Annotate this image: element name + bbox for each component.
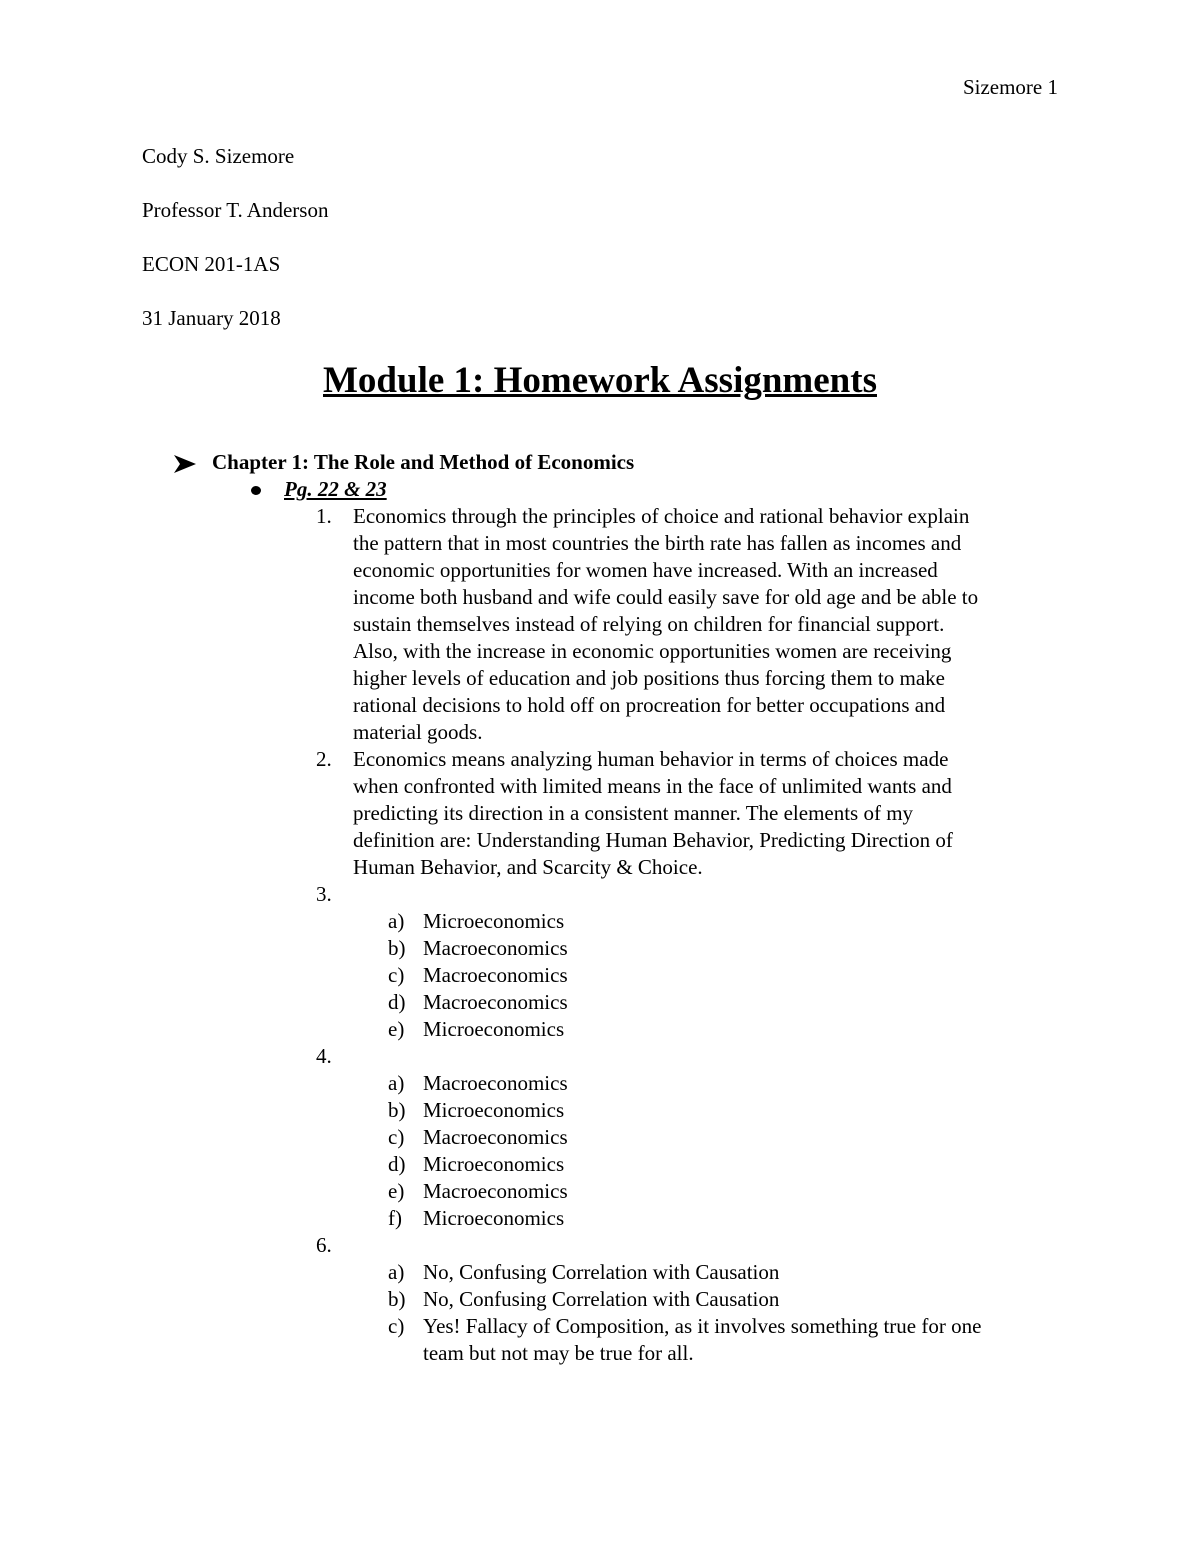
list-item — [0, 908, 1200, 935]
answer-text: Microeconomics — [423, 1098, 565, 1122]
question-1-answer — [353, 503, 1063, 746]
answer-line: rational decisions to hold off on procreation for better occupations and — [353, 693, 946, 717]
question-number: 4. — [316, 1044, 332, 1068]
answer-line: when confronted with limited means in the face of unlimited wants and — [353, 774, 952, 798]
answer-letter: f) — [388, 1206, 402, 1230]
answer-letter: b) — [388, 1098, 406, 1122]
answer-text: No, Confusing Correlation with Causation — [423, 1287, 780, 1311]
running-header: Sizemore 1 — [962, 75, 1058, 99]
answer-text: Microeconomics — [423, 1017, 565, 1041]
chapter-heading — [0, 449, 1200, 476]
answer-text: Macroeconomics — [423, 1179, 568, 1203]
answer-letter: b) — [388, 936, 406, 960]
list-item — [0, 989, 1200, 1016]
page-reference — [0, 476, 1200, 503]
answer-line: income both husband and wife could easily save for old age and be able to — [353, 585, 979, 609]
mla-heading — [142, 143, 328, 359]
question-6 — [0, 1232, 1200, 1367]
answer-letter: d) — [388, 1152, 406, 1176]
round-bullet-icon — [251, 486, 261, 495]
answer-letter: e) — [388, 1179, 405, 1203]
answer-letter: e) — [388, 1017, 405, 1041]
answer-line: predicting its direction in a consistent manner. The elements of my — [353, 801, 914, 825]
document-title: Module 1: Homework Assignments — [323, 360, 877, 401]
chapter-title: Chapter 1: The Role and Method of Economics — [212, 450, 635, 474]
list-item — [0, 935, 1200, 962]
answer-line: sustain themselves instead of relying on children for financial support. — [353, 612, 945, 636]
answer-text: team but not may be true for all. — [423, 1341, 694, 1365]
question-4-answers — [0, 1070, 1200, 1232]
answer-line: Economics means analyzing human behavior in terms of choices made — [353, 747, 949, 771]
list-item — [0, 1205, 1200, 1232]
answer-text: Macroeconomics — [423, 1071, 568, 1095]
answer-line: economic opportunities for women have increased. With an increased — [353, 558, 938, 582]
list-item — [0, 1178, 1200, 1205]
professor-name: Professor T. Anderson — [142, 198, 329, 222]
author-name: Cody S. Sizemore — [142, 144, 295, 168]
list-item — [0, 1070, 1200, 1097]
question-number: 1. — [316, 504, 332, 528]
answer-letter: a) — [388, 1260, 405, 1284]
answer-letter: a) — [388, 909, 405, 933]
list-item — [0, 1124, 1200, 1151]
answer-line: Economics through the principles of choice and rational behavior explain — [353, 504, 970, 528]
answer-text: Macroeconomics — [423, 936, 568, 960]
answer-letter: c) — [388, 963, 405, 987]
answer-line: higher levels of education and job positions thus forcing them to make — [353, 666, 945, 690]
list-item — [0, 1313, 1200, 1367]
answer-text: Macroeconomics — [423, 963, 568, 987]
assignment-outline — [0, 449, 1200, 1367]
list-item — [0, 1016, 1200, 1043]
answer-letter: d) — [388, 990, 406, 1014]
question-number: 3. — [316, 882, 332, 906]
answer-letter: c) — [388, 1125, 405, 1149]
question-6-answers — [0, 1259, 1200, 1367]
answer-text: Macroeconomics — [423, 1125, 568, 1149]
answer-text: Macroeconomics — [423, 990, 568, 1014]
answer-text: Microeconomics — [423, 1206, 565, 1230]
answer-line: Human Behavior, and Scarcity & Choice. — [353, 855, 703, 879]
assignment-date: 31 January 2018 — [142, 306, 281, 330]
answer-letter: a) — [388, 1071, 405, 1095]
answer-letter: c) — [388, 1314, 405, 1338]
question-4 — [0, 1043, 1200, 1232]
list-item — [0, 1097, 1200, 1124]
question-2 — [0, 746, 1200, 881]
question-2-answer — [353, 746, 1063, 881]
question-3-answers — [0, 908, 1200, 1043]
answer-line: material goods. — [353, 720, 483, 744]
answer-line: Also, with the increase in economic opportunities women are receiving — [353, 639, 952, 663]
question-number: 2. — [316, 747, 332, 771]
question-1 — [0, 503, 1200, 746]
list-item — [0, 1286, 1200, 1313]
answer-line: definition are: Understanding Human Behavior, Predicting Direction of — [353, 828, 953, 852]
page-reference-label: Pg. 22 & 23 — [284, 477, 387, 501]
answer-text: Microeconomics — [423, 909, 565, 933]
question-3 — [0, 881, 1200, 1043]
course-code: ECON 201-1AS — [142, 252, 281, 276]
answer-letter: b) — [388, 1287, 406, 1311]
answer-text: No, Confusing Correlation with Causation — [423, 1260, 780, 1284]
list-item — [0, 1259, 1200, 1286]
answer-text: Yes! Fallacy of Composition, as it involves something true for one — [423, 1314, 982, 1338]
answer-line: the pattern that in most countries the birth rate has fallen as incomes and — [353, 531, 962, 555]
list-item — [0, 1151, 1200, 1178]
answer-text: Microeconomics — [423, 1152, 565, 1176]
arrowhead-bullet-icon — [174, 455, 196, 473]
question-number: 6. — [316, 1233, 332, 1257]
list-item — [0, 962, 1200, 989]
